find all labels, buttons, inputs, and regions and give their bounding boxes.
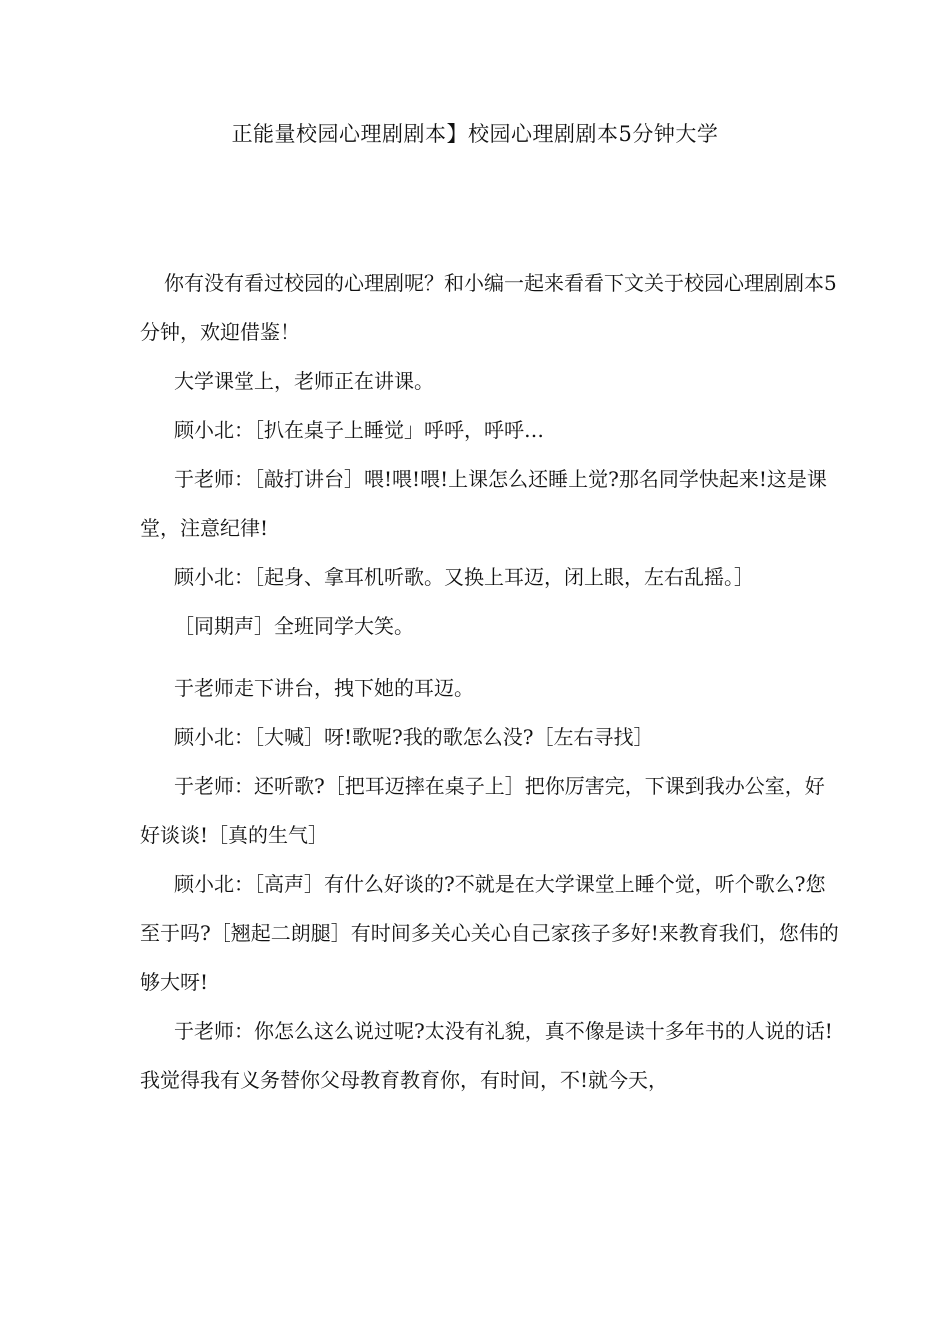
paragraph-intro: 你有没有看过校园的心理剧呢？和小编一起来看看下文关于校园心理剧剧本5分钟，欢迎借鉴！ <box>140 271 837 344</box>
paragraph-dialogue: 顾小北：［起身、拿耳机听歌。又换上耳迈，闭上眼，左右乱摇。］ <box>174 565 754 589</box>
paragraph-dialogue: 顾小北：［高声］有什么好谈的?不就是在大学课堂上睡个觉，听个歌么?您至于吗?［翘起二朗腿］有时间多关心关心自己家孩子多好!来教育我们，您伟的够大呀! <box>140 872 839 994</box>
paragraph-stage-direction: 于老师走下讲台，拽下她的耳迈。 <box>174 676 474 700</box>
paragraph-scene: 大学课堂上，老师正在讲课。 <box>174 369 434 393</box>
paragraph-dialogue: 于老师：［敲打讲台］喂!喂!喂!上课怎么还睡上觉?那名同学快起来!这是课堂，注意纪律! <box>140 467 827 540</box>
document-title: 正能量校园心理剧剧本】校园心理剧剧本5分钟大学 <box>231 122 719 146</box>
paragraph-dialogue: 于老师：还听歌?［把耳迈摔在桌子上］把你厉害完，下课到我办公室，好好谈谈!［真的生气］ <box>140 774 825 847</box>
document-body <box>140 259 840 1105</box>
paragraph-stage-direction: ［同期声］全班同学大笑。 <box>174 614 414 638</box>
paragraph-dialogue: 于老师：你怎么这么说过呢?太没有礼貌，真不像是读十多年书的人说的话!我觉得我有义务替你父母教育教育你，有时间，不!就今天， <box>140 1019 833 1092</box>
paragraph-dialogue: 顾小北：［扒在桌子上睡觉」呼呼，呼呼… <box>174 418 544 442</box>
paragraph-dialogue: 顾小北：［大喊］呀!歌呢?我的歌怎么没?［左右寻找］ <box>174 725 654 749</box>
